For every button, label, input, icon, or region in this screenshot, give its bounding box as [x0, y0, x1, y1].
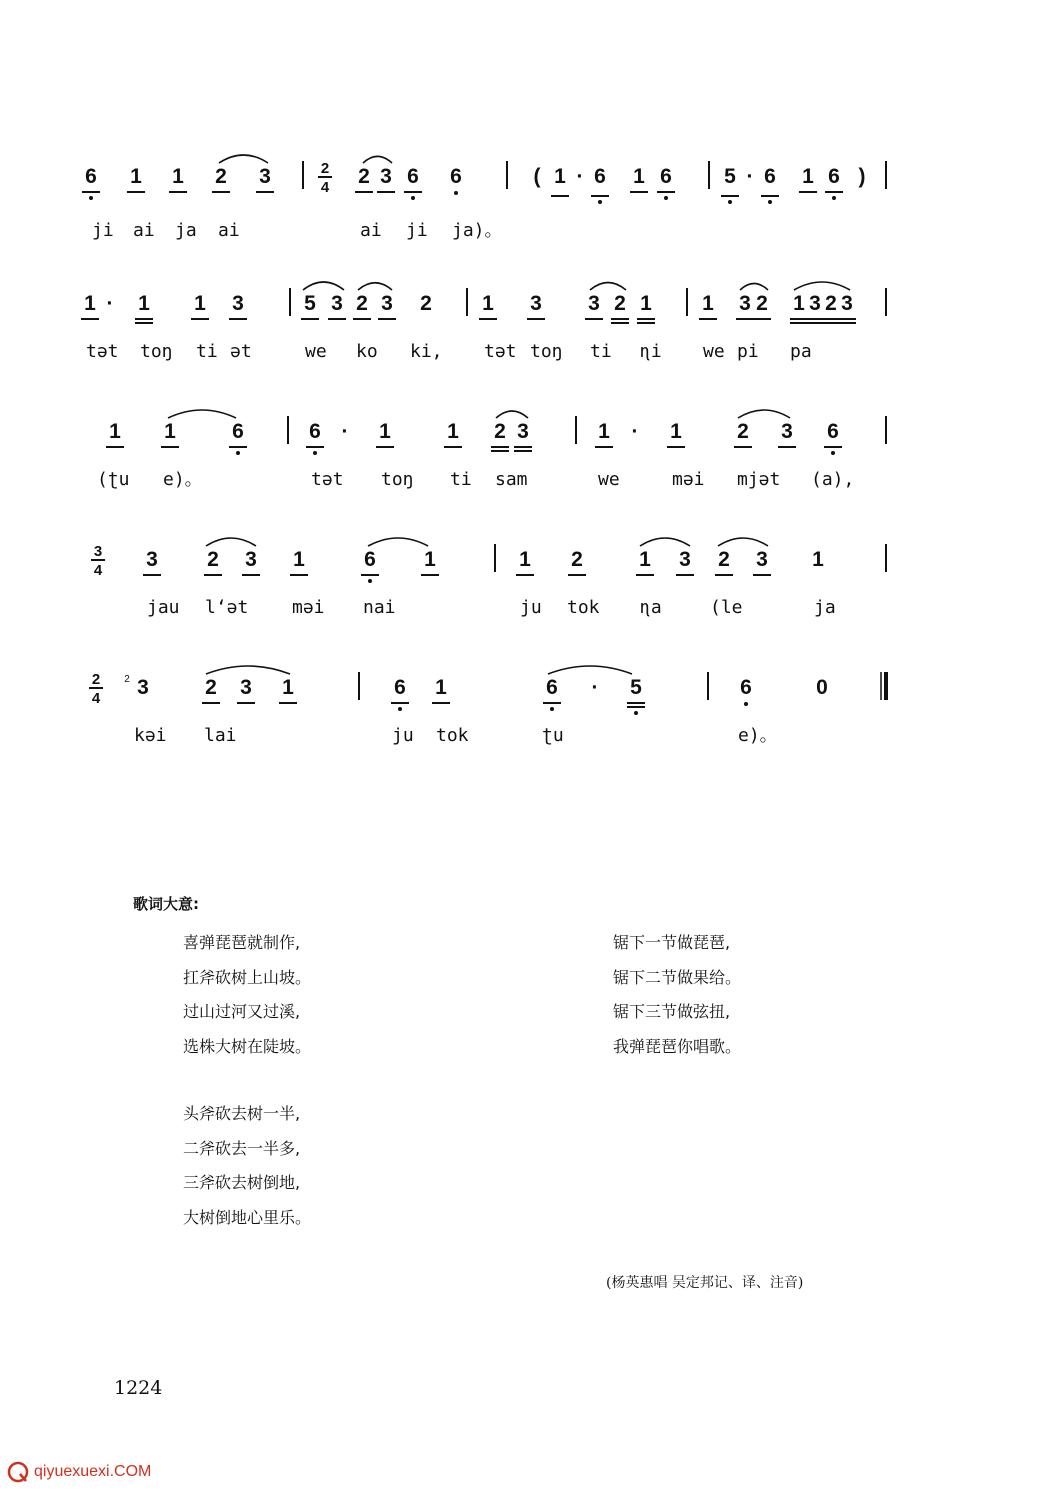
lyric-syllable: ai [133, 220, 155, 241]
lyric-syllable: ʈu [542, 725, 564, 746]
note: 6 [407, 165, 419, 188]
low-octave-dot [550, 707, 554, 711]
note: 2 [494, 420, 506, 443]
note: ( [533, 165, 541, 188]
page-number: 1224 [114, 1377, 163, 1399]
slur [368, 538, 428, 546]
note: 3 [245, 548, 257, 571]
low-octave-dot [313, 451, 317, 455]
note: 1 [639, 548, 651, 571]
note: 1 [640, 292, 652, 315]
time-signature-digit: 3 [93, 543, 103, 560]
note: 2 [358, 165, 370, 188]
lyrics-meaning-right-column [613, 926, 741, 1064]
note: 1 [702, 292, 714, 315]
note: 1 [812, 548, 824, 571]
lyric-syllable: pi [737, 341, 759, 362]
lyric-syllable: ji [406, 220, 428, 241]
slur [738, 410, 790, 418]
note: 2 [215, 165, 227, 188]
meaning-line: 锯下三节做弦扭, [613, 1002, 731, 1021]
note: · [576, 165, 584, 188]
lyric-syllable: ti [590, 341, 612, 362]
meaning-line: 三斧砍去树倒地, [183, 1173, 301, 1192]
watermark[interactable]: qiyuexuexi.COM [34, 1463, 152, 1480]
note: 1 [172, 165, 184, 188]
slur [740, 284, 768, 291]
lyric-syllable: jau [147, 597, 180, 618]
meaning-line: 我弹琵琶你唱歌。 [613, 1036, 742, 1056]
note: 6 [546, 676, 558, 699]
lyric-syllable: ji [92, 220, 114, 241]
time-signature-digit: 2 [320, 160, 330, 177]
note: 1 [519, 548, 531, 571]
lyric-syllable: ɳa [640, 597, 662, 618]
note: 2 [614, 292, 626, 315]
slur [640, 538, 690, 546]
performer-credit: (杨英惠唱 吴定邦记、译、注音) [606, 1275, 804, 1291]
note: 2 [205, 676, 217, 699]
note: 1 [130, 165, 142, 188]
note: 2 [825, 292, 837, 315]
note: 5 [724, 165, 736, 188]
slur [718, 538, 768, 546]
slur [363, 156, 392, 163]
lyric-syllable: toŋ [530, 341, 563, 362]
note: · [591, 676, 599, 699]
lyric-syllable: tət [311, 469, 344, 490]
note: 5 [630, 676, 642, 699]
low-octave-dot [89, 196, 93, 200]
note: 3 [331, 292, 343, 315]
note: 3 [841, 292, 853, 315]
note: 6 [309, 420, 321, 443]
lyric-syllable: ai [360, 220, 382, 241]
note: 1 [164, 420, 176, 443]
note: 6 [594, 165, 606, 188]
lyric-syllable: (le [710, 597, 743, 618]
slur [219, 155, 268, 163]
note: 1 [138, 292, 150, 315]
lyric-syllable: ki, [410, 341, 443, 362]
note: · [341, 420, 349, 443]
note: 6 [828, 165, 840, 188]
note: 1 [802, 165, 814, 188]
note: 3 [756, 548, 768, 571]
note: 6 [827, 420, 839, 443]
lyric-syllable: ju [520, 597, 542, 618]
lyric-syllable: tət [86, 341, 119, 362]
lyric-syllable: mjət [737, 469, 781, 490]
note: 2 [356, 292, 368, 315]
meaning-line: 锯下一节做琵琶, [613, 933, 731, 952]
note: 3 [679, 548, 691, 571]
note: · [746, 165, 754, 188]
note: 6 [660, 165, 672, 188]
lyric-syllable: we [305, 341, 327, 362]
note: 2 [207, 548, 219, 571]
lyric-syllable: e)。 [738, 725, 778, 746]
note: 1 [109, 420, 121, 443]
slur [206, 666, 290, 674]
low-octave-dot [236, 451, 240, 455]
lyric-syllable: lai [204, 725, 237, 746]
lyric-syllable: ja [175, 220, 197, 241]
note: 1 [554, 165, 566, 188]
lyric-syllable: we [703, 341, 725, 362]
slur [168, 410, 236, 418]
slur [358, 283, 392, 290]
slur [206, 538, 256, 546]
note: 1 [793, 292, 805, 315]
meaning-line: 选株大树在陡坡。 [183, 1036, 312, 1056]
meaning-line: 锯下二节做果给。 [613, 967, 742, 987]
note: 1 [435, 676, 447, 699]
note: 2 [571, 548, 583, 571]
low-octave-dot [598, 200, 602, 204]
low-octave-dot [832, 196, 836, 200]
note: 3 [240, 676, 252, 699]
note: 1 [598, 420, 610, 443]
lyric-syllable: tət [484, 341, 517, 362]
lyric-syllable: (a), [811, 469, 855, 490]
meaning-line: 扛斧砍树上山坡。 [183, 967, 312, 987]
lyric-syllable: toŋ [140, 341, 173, 362]
lyric-syllable: məi [672, 469, 705, 490]
lyric-syllable: ti [450, 469, 472, 490]
note: · [106, 292, 114, 315]
note: 3 [809, 292, 821, 315]
slur [548, 666, 632, 674]
note: 5 [304, 292, 316, 315]
lyric-syllable: e)。 [163, 469, 203, 490]
lyric-syllable: ja [814, 597, 836, 618]
note: 2 [756, 292, 768, 315]
low-octave-dot [768, 200, 772, 204]
low-octave-dot [634, 711, 638, 715]
time-signature-digit: 4 [320, 179, 330, 196]
slur [303, 282, 344, 290]
note: 3 [739, 292, 751, 315]
note: 1 [379, 420, 391, 443]
low-octave-dot [744, 702, 748, 706]
note: 0 [816, 676, 828, 699]
note: 6 [85, 165, 97, 188]
note: 3 [137, 676, 149, 699]
lyric-syllable: ai [218, 220, 240, 241]
note: 3 [588, 292, 600, 315]
note: 3 [232, 292, 244, 315]
meaning-line: 过山过河又过溪, [183, 1002, 301, 1021]
note: 2 [718, 548, 730, 571]
watermark-logo-icon [6, 1460, 30, 1484]
meaning-line: 二斧砍去一半多, [183, 1138, 301, 1158]
lyric-syllable: tok [567, 597, 600, 618]
note: 3 [517, 420, 529, 443]
time-signature-digit: 4 [91, 690, 101, 707]
note: 6 [232, 420, 244, 443]
low-octave-dot [728, 200, 732, 204]
note: ) [858, 165, 866, 188]
note: 1 [293, 548, 305, 571]
lyric-syllable: kəi [134, 725, 167, 746]
meaning-line: 大树倒地心里乐。 [183, 1207, 312, 1227]
slur [496, 411, 528, 418]
note: 3 [781, 420, 793, 443]
meaning-line: 头斧砍去树一半, [183, 1104, 301, 1123]
note: 6 [764, 165, 776, 188]
note: 3 [380, 165, 392, 188]
time-signature-digit: 2 [91, 671, 101, 688]
lyrics-meaning-left-column [183, 926, 311, 1064]
note: 1 [194, 292, 206, 315]
lyric-syllable: we [598, 469, 620, 490]
lyric-syllable: lʻət [205, 597, 249, 618]
low-octave-dot [664, 196, 668, 200]
low-octave-dot [454, 191, 458, 195]
note: 1 [633, 165, 645, 188]
lyric-syllable: toŋ [381, 469, 414, 490]
lyric-syllable: sam [495, 469, 528, 490]
note: · [631, 420, 639, 443]
slur [794, 282, 850, 290]
note: 3 [146, 548, 158, 571]
lyric-syllable: ko [356, 341, 378, 362]
note: 1 [670, 420, 682, 443]
lyric-syllable: tok [436, 725, 469, 746]
low-octave-dot [411, 196, 415, 200]
note: 3 [381, 292, 393, 315]
note: 2 [420, 292, 432, 315]
lyrics-meaning-title: 歌词大意: [133, 895, 199, 913]
lyric-syllable: ɳi [640, 341, 662, 362]
note: 6 [364, 548, 376, 571]
note: 1 [282, 676, 294, 699]
lyric-syllable: məi [292, 597, 325, 618]
low-octave-dot [398, 707, 402, 711]
lyrics-meaning-second-stanza [183, 1097, 311, 1235]
note: 6 [450, 165, 462, 188]
lyric-syllable: ja)。 [452, 220, 503, 241]
lyric-syllable: pa [790, 341, 812, 362]
note: 1 [84, 292, 96, 315]
note: 6 [740, 676, 752, 699]
low-octave-dot [368, 579, 372, 583]
lyric-syllable: (ʈu [97, 469, 130, 490]
lyric-syllable: ju [392, 725, 414, 746]
note: 1 [482, 292, 494, 315]
grace-note: 2 [124, 674, 130, 685]
note: 3 [530, 292, 542, 315]
note: 1 [424, 548, 436, 571]
note: 3 [259, 165, 271, 188]
slur [590, 283, 626, 291]
note: 6 [394, 676, 406, 699]
lyric-syllable: ət [230, 341, 252, 362]
note: 2 [737, 420, 749, 443]
note: 1 [447, 420, 459, 443]
lyric-syllable: nai [363, 597, 396, 618]
time-signature-digit: 4 [93, 562, 103, 579]
low-octave-dot [831, 451, 835, 455]
meaning-line: 喜弹琵琶就制作, [183, 933, 301, 952]
lyric-syllable: ti [196, 341, 218, 362]
